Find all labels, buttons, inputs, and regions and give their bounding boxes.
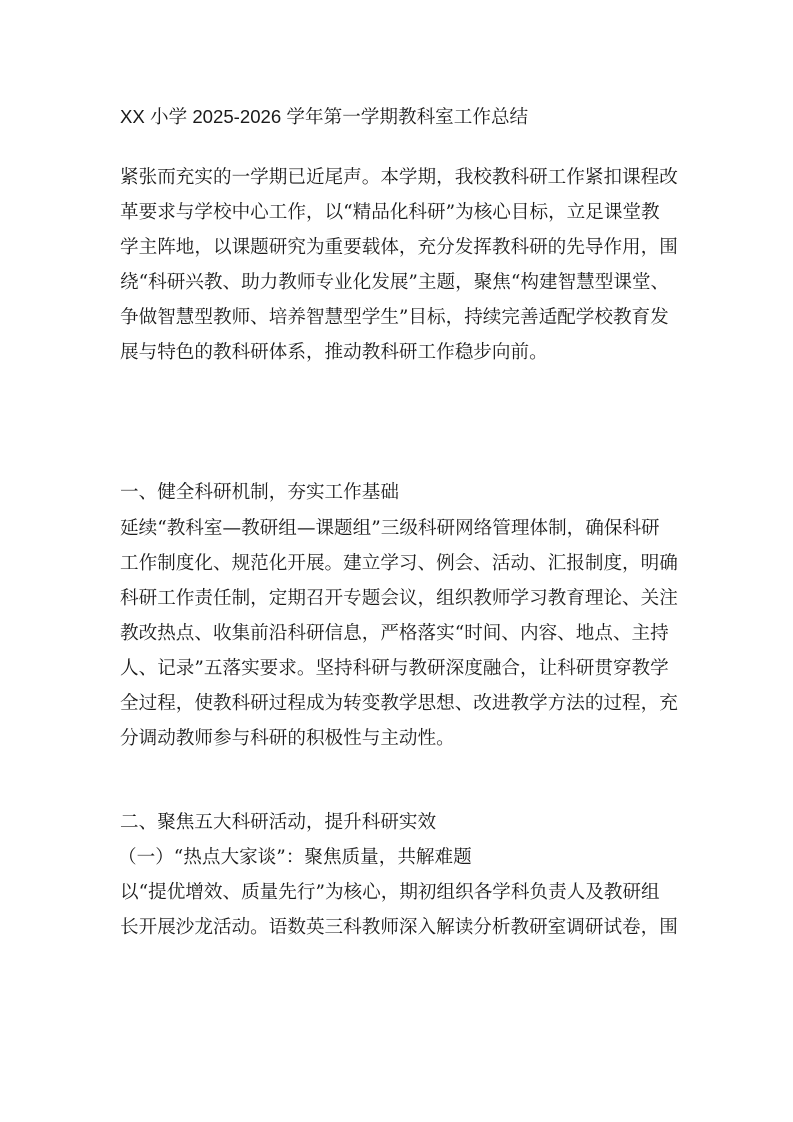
- paragraph-line: 科研工作责任制，定期召开专题会议，组织教师学习教育理论、关注: [120, 588, 678, 609]
- paragraph-line: 革要求与学校中心工作，以“精品化科研”为核心目标，立足课堂教: [120, 202, 660, 223]
- section-heading: 二、聚焦五大科研活动，提升科研实效: [120, 812, 437, 833]
- paragraph-line: 展与特色的教科研体系，推动教科研工作稳步向前。: [120, 342, 548, 363]
- paragraph-line: 人、记录”五落实要求。坚持科研与教研深度融合，让科研贯穿教学: [120, 658, 669, 679]
- paragraph-line: 全过程，使教科研过程成为转变教学思想、改进教学方法的过程，充: [120, 693, 678, 714]
- paragraph-line: 延续“教科室—教研组—课题组”三级科研网络管理体制，确保科研: [120, 518, 660, 539]
- subsection-heading: （一）“热点大家谈”：聚焦质量，共解难题: [118, 847, 472, 868]
- paragraph-line: 长开展沙龙活动。语数英三科教师深入解读分析教研室调研试卷，围: [120, 917, 678, 938]
- document-title: XX 小学 2025-2026 学年第一学期教科室工作总结: [120, 106, 529, 127]
- paragraph-line: 绕“科研兴教、助力教师专业化发展”主题，聚焦“构建智慧型课堂、: [120, 272, 670, 293]
- paragraph-line: 分调动教师参与科研的积极性与主动性。: [120, 728, 455, 749]
- paragraph-line: 争做智慧型教师、培养智慧型学生”目标，持续完善适配学校教育发: [120, 307, 669, 328]
- paragraph-line: 以“提优增效、质量先行”为核心，期初组织各学科负责人及教研组: [120, 882, 660, 903]
- paragraph-line: 学主阵地，以课题研究为重要载体，充分发挥教科研的先导作用，围: [120, 237, 678, 258]
- paragraph-line: 教改热点、收集前沿科研信息，严格落实“时间、内容、地点、主持: [120, 623, 669, 644]
- section-heading: 一、健全科研机制，夯实工作基础: [120, 482, 399, 503]
- paragraph-line: 工作制度化、规范化开展。建立学习、例会、活动、汇报制度，明确: [120, 553, 678, 574]
- paragraph-line: 紧张而充实的一学期已近尾声。本学期，我校教科研工作紧扣课程改: [120, 167, 678, 188]
